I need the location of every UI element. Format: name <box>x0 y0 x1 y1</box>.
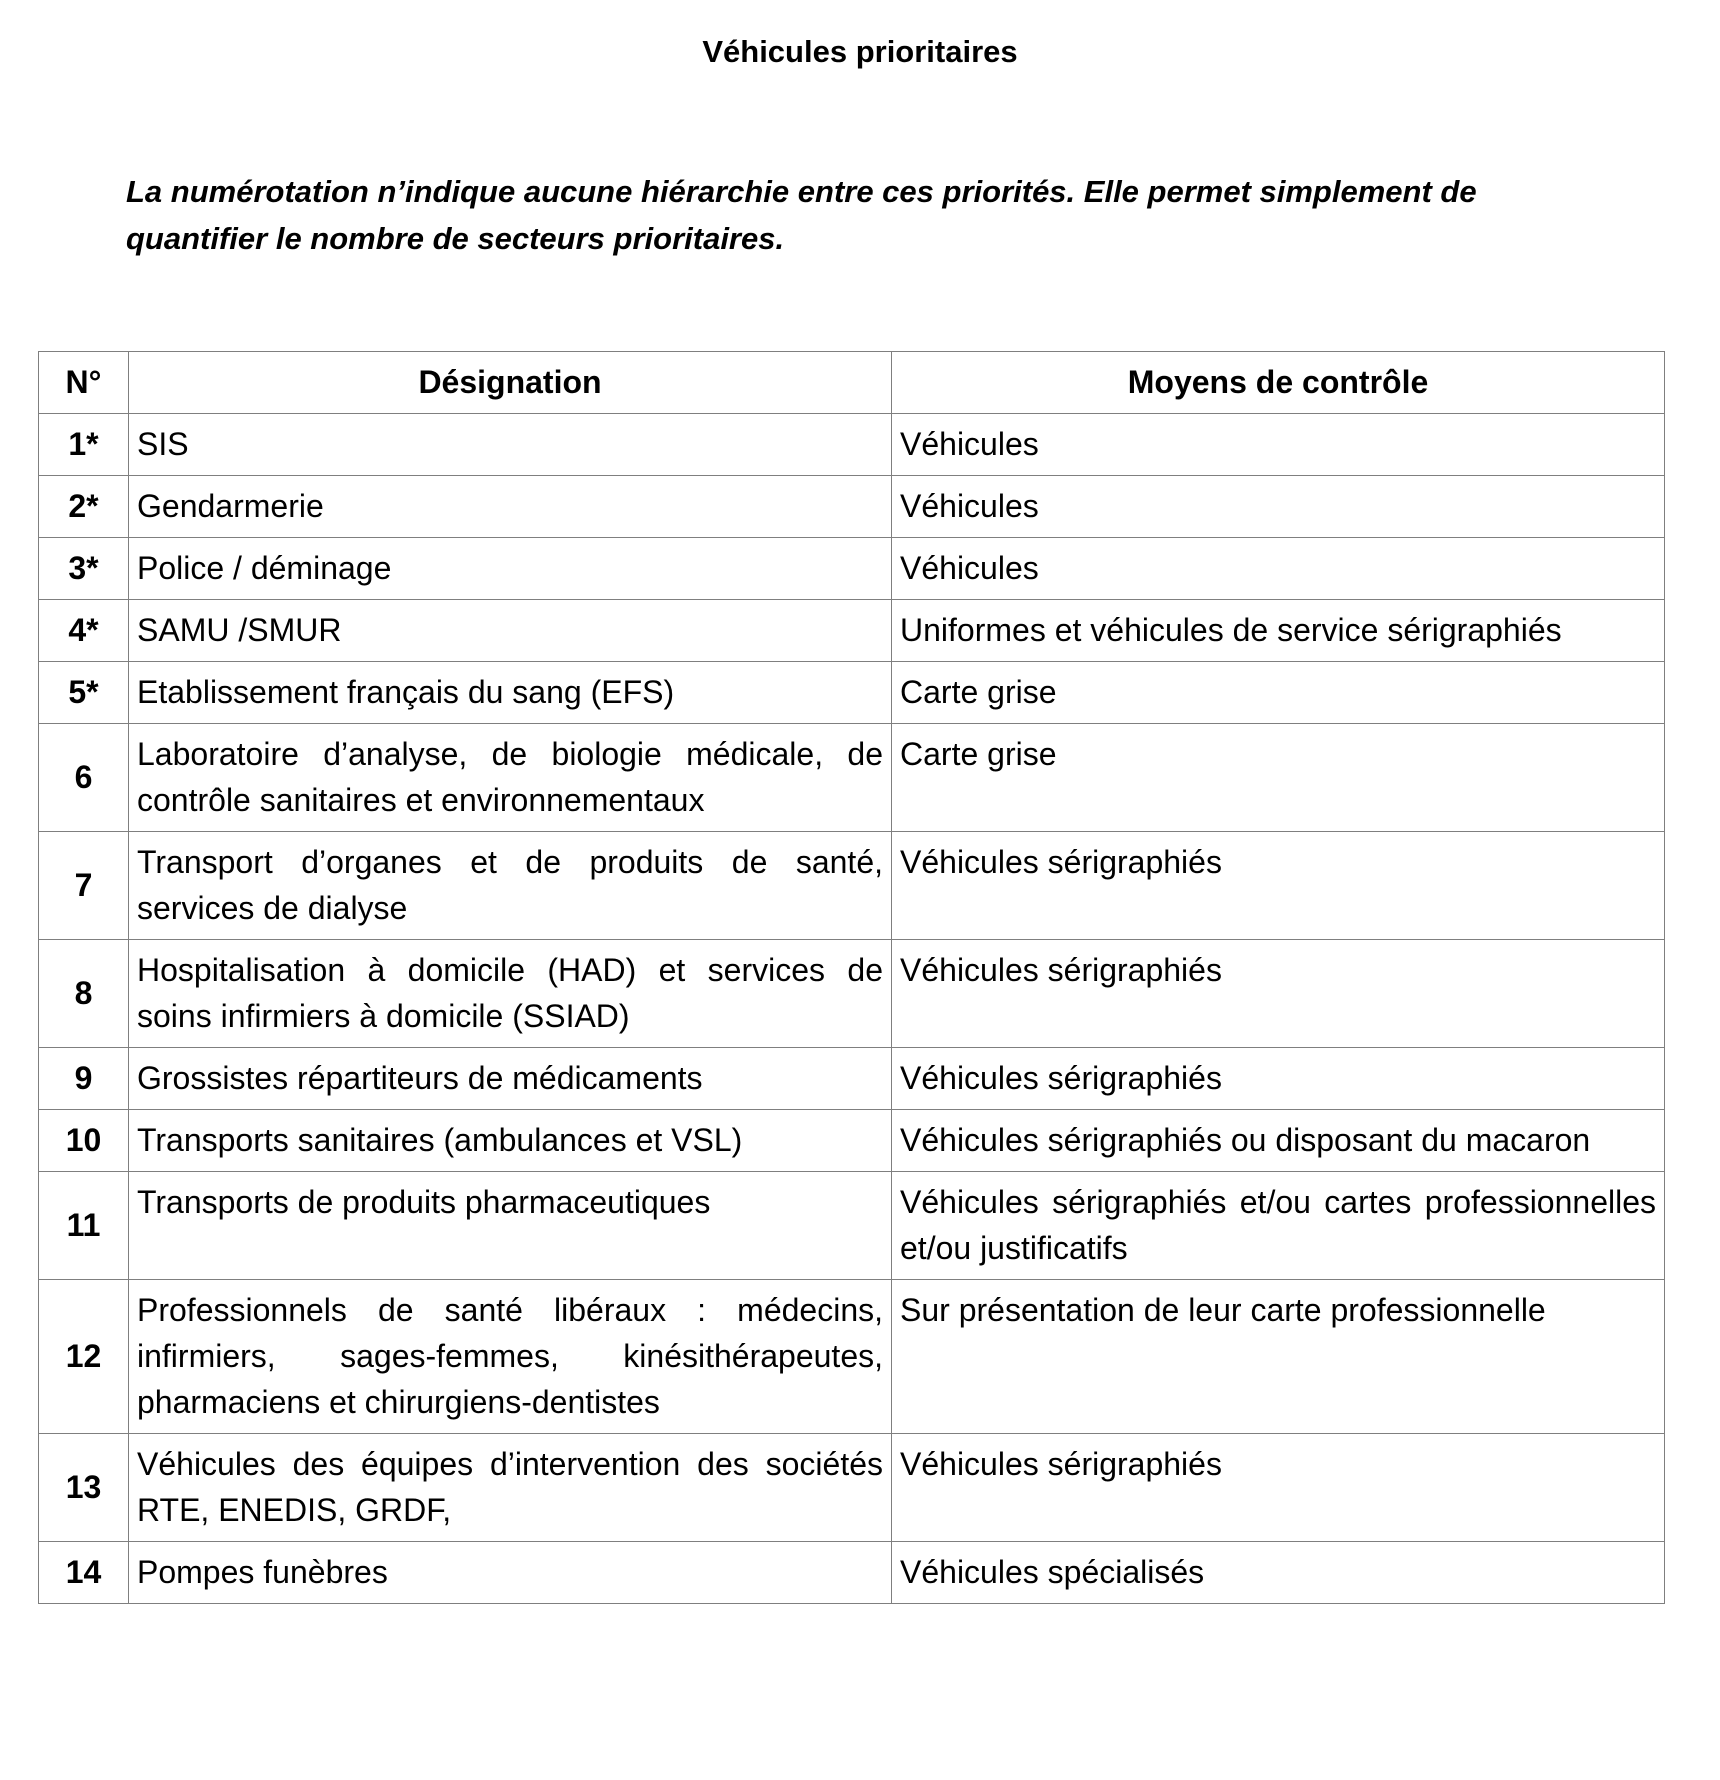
row-designation: SAMU /SMUR <box>129 600 892 662</box>
intro-paragraph: La numérotation n’indique aucune hiérarchie entre ces priorités. Elle permet simplement de quantifier le nombre de secteurs prioritaires. <box>126 174 1477 256</box>
row-moyens: Sur présentation de leur carte professionnelle <box>892 1280 1665 1434</box>
table-row <box>39 1280 1665 1434</box>
row-designation: Professionnels de santé libéraux : médecins, infirmiers, sages-femmes, kinésithérapeutes, pharmaciens et chirurgiens-dentistes <box>129 1280 892 1434</box>
row-moyens: Véhicules sérigraphiés <box>892 1434 1665 1542</box>
row-moyens: Véhicules sérigraphiés <box>892 940 1665 1048</box>
row-moyens: Carte grise <box>892 662 1665 724</box>
row-number: 1* <box>39 414 129 476</box>
row-number: 7 <box>39 832 129 940</box>
table-row <box>39 476 1665 538</box>
table-row <box>39 940 1665 1048</box>
table-row <box>39 1172 1665 1280</box>
row-designation: Hospitalisation à domicile (HAD) et services de soins infirmiers à domicile (SSIAD) <box>129 940 892 1048</box>
row-designation: Transport d’organes et de produits de santé, services de dialyse <box>129 832 892 940</box>
row-designation: Police / déminage <box>129 538 892 600</box>
row-moyens: Véhicules sérigraphiés <box>892 832 1665 940</box>
row-designation: Etablissement français du sang (EFS) <box>129 662 892 724</box>
priority-vehicles-table <box>38 351 1665 1604</box>
row-designation: Véhicules des équipes d’intervention des sociétés RTE, ENEDIS, GRDF, <box>129 1434 892 1542</box>
table-row <box>39 538 1665 600</box>
table-header-row <box>39 352 1665 414</box>
row-number: 9 <box>39 1048 129 1110</box>
row-moyens: Véhicules <box>892 538 1665 600</box>
row-moyens: Véhicules sérigraphiés ou disposant du macaron <box>892 1110 1665 1172</box>
page-title: Véhicules prioritaires <box>702 34 1018 69</box>
row-designation: Transports de produits pharmaceutiques <box>129 1172 892 1280</box>
row-moyens: Véhicules sérigraphiés et/ou cartes professionnelles et/ou justificatifs <box>892 1172 1665 1280</box>
row-designation: SIS <box>129 414 892 476</box>
table-row <box>39 1434 1665 1542</box>
row-number: 4* <box>39 600 129 662</box>
table-row <box>39 662 1665 724</box>
table-row <box>39 832 1665 940</box>
row-number: 13 <box>39 1434 129 1542</box>
row-moyens: Carte grise <box>892 724 1665 832</box>
row-number: 12 <box>39 1280 129 1434</box>
row-number: 14 <box>39 1542 129 1604</box>
table-row <box>39 1542 1665 1604</box>
table-row <box>39 414 1665 476</box>
row-number: 2* <box>39 476 129 538</box>
row-moyens: Véhicules spécialisés <box>892 1542 1665 1604</box>
row-moyens: Véhicules <box>892 476 1665 538</box>
header-designation: Désignation <box>129 352 892 414</box>
header-num: N° <box>39 352 129 414</box>
row-number: 11 <box>39 1172 129 1280</box>
row-moyens: Véhicules <box>892 414 1665 476</box>
row-moyens: Véhicules sérigraphiés <box>892 1048 1665 1110</box>
header-moyens: Moyens de contrôle <box>892 352 1665 414</box>
row-designation: Laboratoire d’analyse, de biologie médicale, de contrôle sanitaires et environnementaux <box>129 724 892 832</box>
row-designation: Transports sanitaires (ambulances et VSL) <box>129 1110 892 1172</box>
table-row <box>39 724 1665 832</box>
row-designation: Grossistes répartiteurs de médicaments <box>129 1048 892 1110</box>
row-number: 5* <box>39 662 129 724</box>
table-row <box>39 1048 1665 1110</box>
row-number: 8 <box>39 940 129 1048</box>
table-row <box>39 600 1665 662</box>
row-moyens: Uniformes et véhicules de service sérigraphiés <box>892 600 1665 662</box>
row-number: 10 <box>39 1110 129 1172</box>
row-designation: Pompes funèbres <box>129 1542 892 1604</box>
row-number: 6 <box>39 724 129 832</box>
row-designation: Gendarmerie <box>129 476 892 538</box>
row-number: 3* <box>39 538 129 600</box>
table-row <box>39 1110 1665 1172</box>
